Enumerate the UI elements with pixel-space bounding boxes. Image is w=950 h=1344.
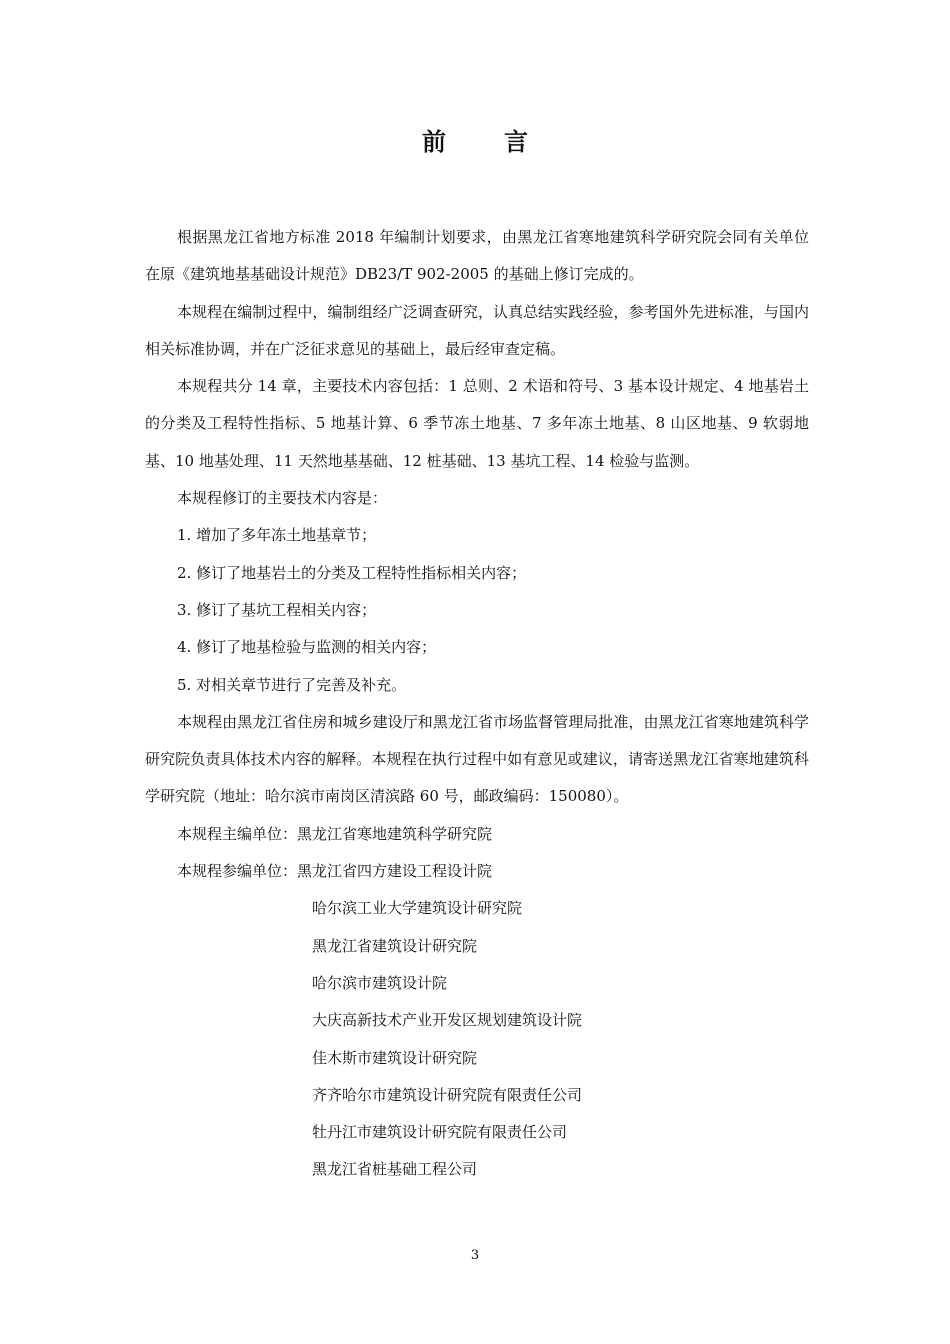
title-char-1: 前 <box>422 128 446 156</box>
paragraph-chapters: 本规程共分 14 章，主要技术内容包括：1 总则、2 术语和符号、3 基本设计规定、4 地基岩土的分类及工程特性指标、5 地基计算、6 季节冻土地基、7 多年冻土地基、8 山区地基、9 软弱地基、10 地基处理、11 天然地基基础、12 桩基础、13 基坑工程、14 检验与监测。 <box>145 377 809 470</box>
co-editor-list <box>145 890 809 1188</box>
revision-item: 1. 增加了多年冻土地基章节； <box>177 526 377 545</box>
revision-item: 5. 对相关章节进行了完善及补充。 <box>177 675 407 694</box>
co-editor-unit: 齐齐哈尔市建筑设计研究院有限责任公司 <box>312 1085 583 1104</box>
revision-item: 4. 修订了地基检验与监测的相关内容； <box>177 638 437 657</box>
paragraph-revisions-intro: 本规程修订的主要技术内容是： <box>177 489 388 508</box>
chief-editor-row <box>145 816 809 853</box>
co-editor-unit: 哈尔滨市建筑设计院 <box>312 973 448 992</box>
co-editor-label: 本规程参编单位： <box>177 862 298 881</box>
title-char-2: 言 <box>504 128 528 156</box>
page-title <box>0 124 950 160</box>
co-editor-unit: 哈尔滨工业大学建筑设计研究院 <box>312 899 523 918</box>
preface-body <box>145 219 809 1189</box>
paragraph-approval: 本规程由黑龙江省住房和城乡建设厅和黑龙江省市场监督管理局批准，由黑龙江省寒地建筑科学研究院负责具体技术内容的解释。本规程在执行过程中如有意见或建议，请寄送黑龙江省寒地建筑科学研究院（地址：哈尔滨市南岗区清滨路 60 号，邮政编码：150080）。 <box>145 712 809 806</box>
co-editor-unit: 黑龙江省建筑设计研究院 <box>312 936 478 955</box>
co-editor-unit: 牡丹江市建筑设计研究院有限责任公司 <box>312 1123 568 1142</box>
paragraph-basis: 根据黑龙江省地方标准 2018 年编制计划要求，由黑龙江省寒地建筑科学研究院会同有关单位在原《建筑地基基础设计规范》DB23/T 902-2005 的基础上修订完成的。 <box>145 228 809 284</box>
co-editor-unit: 佳木斯市建筑设计研究院 <box>312 1048 478 1067</box>
co-editor-unit: 大庆高新技术产业开发区规划建筑设计院 <box>312 1011 583 1030</box>
page-number: 3 <box>470 1248 480 1263</box>
co-editor-unit: 黑龙江省四方建设工程设计院 <box>297 862 493 881</box>
chief-editor-unit: 黑龙江省寒地建筑科学研究院 <box>297 824 493 843</box>
chief-editor-label: 本规程主编单位： <box>177 824 298 843</box>
revision-item: 3. 修订了基坑工程相关内容； <box>177 600 377 619</box>
co-editor-unit: 黑龙江省桩基础工程公司 <box>312 1160 478 1179</box>
paragraph-process: 本规程在编制过程中，编制组经广泛调查研究，认真总结实践经验，参考国外先进标准，与国内相关标准协调，并在广泛征求意见的基础上，最后经审查定稿。 <box>145 302 809 358</box>
co-editor-row <box>145 853 809 890</box>
revision-item: 2. 修订了地基岩土的分类及工程特性指标相关内容； <box>177 563 527 582</box>
